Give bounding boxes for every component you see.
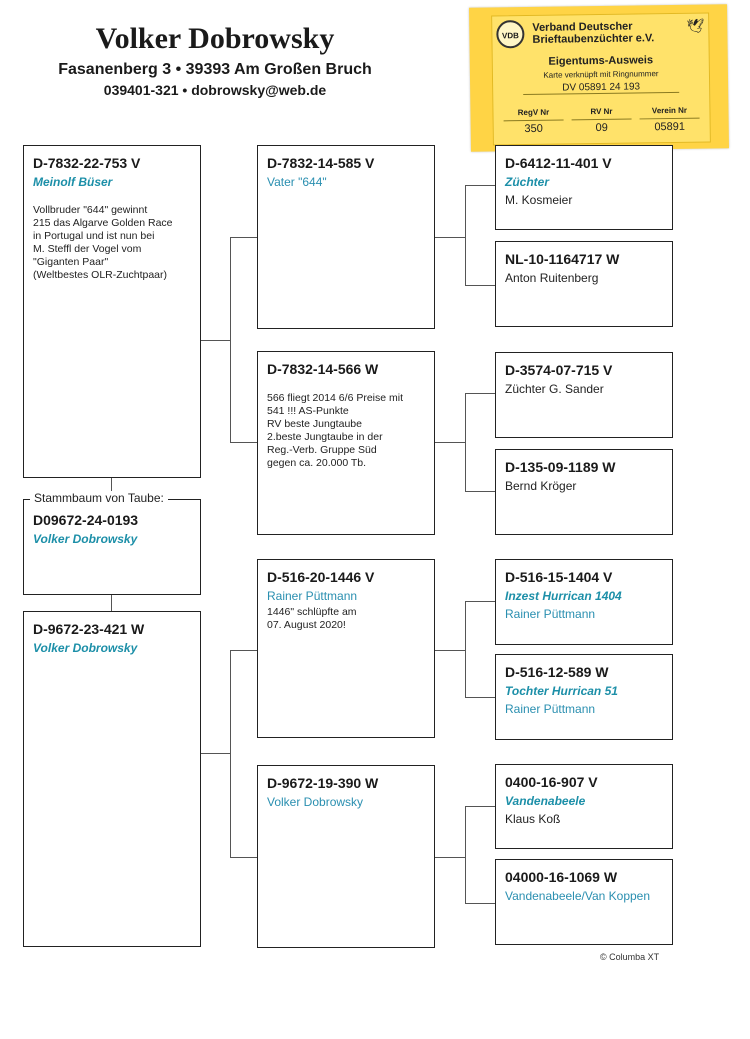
fmm-line1: Bernd Kröger — [505, 479, 577, 493]
mfm-line2: Rainer Püttmann — [505, 702, 596, 716]
subject-breeder: Volker Dobrowsky — [33, 532, 138, 546]
mother-ring: D-9672-23-421 W — [33, 621, 145, 637]
connector-ff-bracket — [465, 185, 466, 285]
mother-box — [23, 611, 201, 947]
vdb-logo-icon: VDB — [496, 20, 524, 48]
card-subtitle: Karte verknüpft mit Ringnummer — [543, 69, 659, 80]
connector-mf-out — [435, 650, 465, 651]
mmf-box — [495, 764, 673, 849]
ffm-line1: Anton Ruitenberg — [505, 271, 599, 285]
fmf-ring: D-3574-07-715 V — [505, 362, 613, 378]
connector-mm — [230, 857, 257, 858]
mm-breeder: Volker Dobrowsky — [267, 795, 364, 809]
fm-box — [257, 351, 435, 535]
connector-ffm — [465, 285, 495, 286]
father-breeder: Meinolf Büser — [33, 175, 113, 189]
breeder-contact: 039401-321 • dobrowsky@web.de — [103, 82, 327, 98]
mf-ring: D-516-20-1446 V — [267, 569, 375, 585]
connector-mmf — [465, 806, 495, 807]
connector-fm-out — [435, 442, 465, 443]
mmm-line1: Vandenabeele/Van Koppen — [505, 889, 651, 903]
fmf-box — [495, 352, 673, 438]
mmf-ring: 0400-16-907 V — [505, 774, 598, 790]
mf-box — [257, 559, 435, 738]
connector-fm-bracket — [465, 393, 466, 491]
connector-mm-out — [435, 857, 465, 858]
ff-line: Vater "644" — [267, 175, 327, 189]
mf-note: 1446" schlüpfte am 07. August 2020! — [267, 606, 357, 631]
ownership-card — [469, 4, 729, 152]
fm-note: 566 fliegt 2014 6/6 Preise mit 541 !!! AS-Punkte RV beste Jungtaube 2.beste Jungtaube in der Reg.-Verb. Gruppe Süd gegen ca. 20.000 Tb. — [267, 392, 403, 469]
mfm-ring: D-516-12-589 W — [505, 664, 609, 680]
connector-ff-out — [435, 237, 465, 238]
connector-mfm — [465, 697, 495, 698]
connector-mother-bracket — [230, 650, 231, 857]
mf-breeder: Rainer Püttmann — [267, 589, 358, 603]
connector-mf — [230, 650, 257, 651]
fmm-box — [495, 449, 673, 535]
mff-box — [495, 559, 673, 645]
father-note: Vollbruder "644" gewinnt 215 das Algarve Golden Race in Portugal und ist nun bei M. Steffl der Vogel vom "Giganten Paar" (Weltbestes OLR-Zuchtpaar) — [33, 204, 173, 281]
mfm-box — [495, 654, 673, 740]
mmf-line1: Vandenabeele — [505, 794, 586, 808]
card-rv: RV Nr 09 — [571, 107, 631, 135]
fmf-line1: Züchter G. Sander — [505, 382, 604, 396]
mmm-ring: 04000-16-1069 W — [505, 869, 618, 885]
mm-box — [257, 765, 435, 948]
breeder-name: Volker Dobrowsky — [95, 22, 335, 55]
father-ring: D-7832-22-753 V — [33, 155, 141, 171]
connector-fmm — [465, 491, 495, 492]
connector-mmm — [465, 903, 495, 904]
mff-line2: Rainer Püttmann — [505, 607, 596, 621]
pigeon-icon: 🕊 — [686, 17, 705, 34]
card-organization: Verband Deutscher Brieftaubenzüchter e.V. — [532, 20, 655, 46]
connector-mm-bracket — [465, 806, 466, 903]
father-box — [23, 145, 201, 478]
fmm-ring: D-135-09-1189 W — [505, 459, 616, 475]
card-title: Eigentums-Ausweis — [548, 54, 654, 68]
copyright: © Columba XT — [600, 952, 660, 962]
ff-ring: D-7832-14-585 V — [267, 155, 375, 171]
fff-box — [495, 145, 673, 230]
pedigree-label: Stammbaum von Taube: — [30, 491, 168, 505]
connector-fm — [230, 442, 257, 443]
fff-ring: D-6412-11-401 V — [505, 155, 612, 171]
mm-ring: D-9672-19-390 W — [267, 775, 379, 791]
connector-mff — [465, 601, 495, 602]
mmm-box — [495, 859, 673, 945]
subject-box — [23, 499, 201, 595]
card-ring-number: DV 05891 24 193 — [523, 81, 679, 95]
mmf-line2: Klaus Koß — [505, 812, 561, 826]
mff-ring: D-516-15-1404 V — [505, 569, 613, 585]
fff-line2: M. Kosmeier — [505, 193, 573, 207]
connector-ff — [230, 237, 257, 238]
mother-breeder: Volker Dobrowsky — [33, 641, 138, 655]
fm-ring: D-7832-14-566 W — [267, 361, 379, 377]
card-regv: RegV Nr 350 — [503, 107, 563, 135]
breeder-address: Fasanenberg 3 • 39393 Am Großen Bruch — [58, 61, 372, 78]
ffm-box — [495, 241, 673, 327]
connector-mother-out — [201, 753, 230, 754]
ffm-ring: NL-10-1164717 W — [505, 251, 620, 267]
subject-ring: D09672-24-0193 — [33, 512, 139, 528]
connector-subject-mother — [111, 595, 112, 611]
fff-line1: Züchter — [505, 175, 550, 189]
connector-father-out — [201, 340, 230, 341]
connector-fff — [465, 185, 495, 186]
mff-line1: Inzest Hurrican 1404 — [505, 589, 622, 603]
mfm-line1: Tochter Hurrican 51 — [505, 684, 618, 698]
ff-box — [257, 145, 435, 329]
connector-father-bracket — [230, 237, 231, 442]
connector-mf-bracket — [465, 601, 466, 697]
card-verein: Verein Nr 05891 — [639, 106, 699, 134]
connector-fmf — [465, 393, 495, 394]
